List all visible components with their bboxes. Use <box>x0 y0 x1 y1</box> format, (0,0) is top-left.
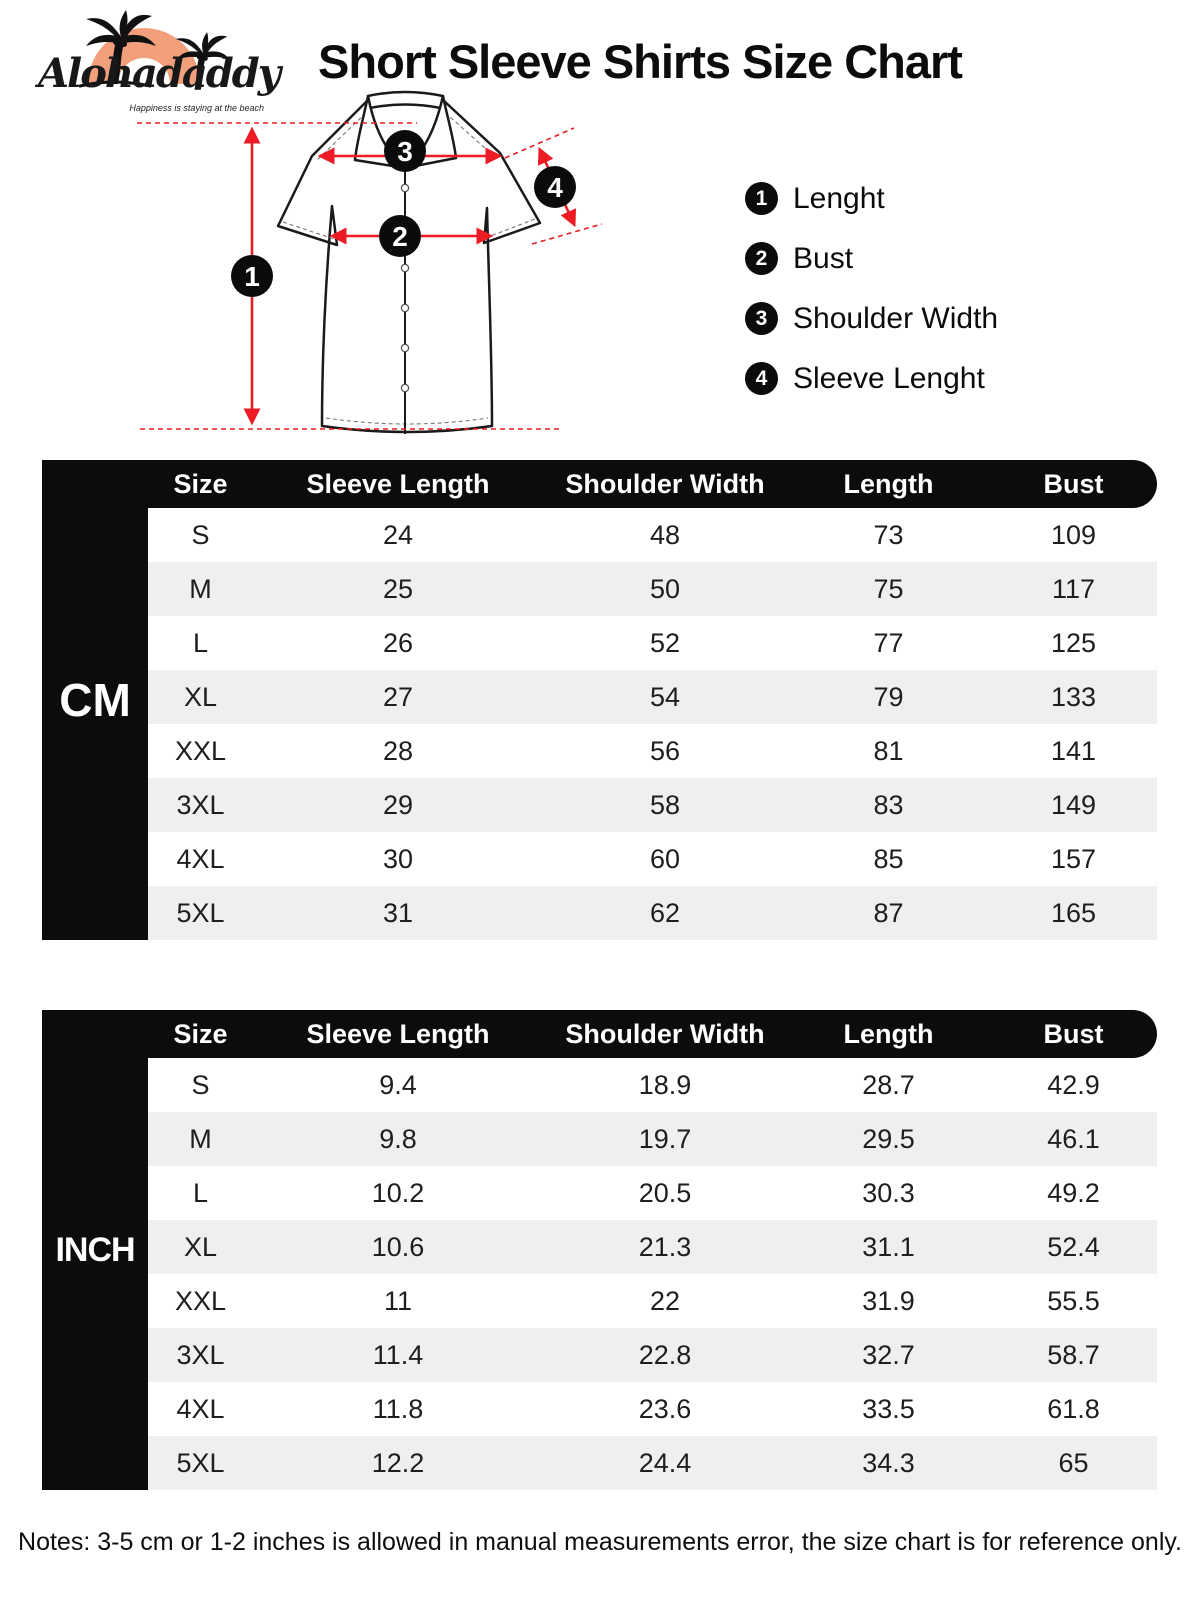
marker-1 <box>231 255 273 297</box>
table-row: L 10.2 20.5 30.3 49.2 <box>148 1166 1157 1220</box>
table-row: 5XL 31 62 87 165 <box>148 886 1157 940</box>
table-header: Size Sleeve Length Shoulder Width Length Bust <box>42 1010 1157 1058</box>
legend-item-length: 1 Lenght <box>745 182 998 215</box>
measurement-legend <box>745 182 998 422</box>
inch-size-table <box>42 1010 1157 1490</box>
page-title: Short Sleeve Shirts Size Chart <box>318 35 962 88</box>
marker-2 <box>379 215 421 257</box>
cm-size-table <box>42 460 1157 940</box>
table-row: M 9.8 19.7 29.5 46.1 <box>148 1112 1157 1166</box>
number-4-icon: 4 <box>745 362 778 395</box>
marker-4 <box>534 166 576 208</box>
table-row: XL 10.6 21.3 31.1 52.4 <box>148 1220 1157 1274</box>
svg-text:2: 2 <box>392 221 408 252</box>
table-row: 4XL 11.8 23.6 33.5 61.8 <box>148 1382 1157 1436</box>
unit-label-inch: INCH <box>42 1010 148 1490</box>
number-1-icon: 1 <box>745 182 778 215</box>
notes-text: Notes: 3-5 cm or 1-2 inches is allowed in manual measurements error, the size chart is for reference only. <box>18 1528 1182 1556</box>
shirt-measurement-diagram <box>125 88 605 448</box>
number-2-icon: 2 <box>745 242 778 275</box>
brand-name: Alohadaddy <box>38 50 279 97</box>
table-row: 3XL 29 58 83 149 <box>148 778 1157 832</box>
marker-3 <box>384 130 426 172</box>
table-header: Size Sleeve Length Shoulder Width Length Bust <box>42 460 1157 508</box>
table-row: XL 27 54 79 133 <box>148 670 1157 724</box>
table-row: S 9.4 18.9 28.7 42.9 <box>148 1058 1157 1112</box>
svg-text:3: 3 <box>397 136 413 167</box>
svg-text:4: 4 <box>547 172 563 203</box>
legend-item-sleeve-length: 4 Sleeve Lenght <box>745 362 998 395</box>
table-row: L 26 52 77 125 <box>148 616 1157 670</box>
legend-item-shoulder-width: 3 Shoulder Width <box>745 302 998 335</box>
table-row: 4XL 30 60 85 157 <box>148 832 1157 886</box>
table-row: XXL 28 56 81 141 <box>148 724 1157 778</box>
table-row: S 24 48 73 109 <box>148 508 1157 562</box>
table-row: 3XL 11.4 22.8 32.7 58.7 <box>148 1328 1157 1382</box>
svg-text:1: 1 <box>244 261 260 292</box>
table-row: XXL 11 22 31.9 55.5 <box>148 1274 1157 1328</box>
unit-label-cm: CM <box>42 460 148 940</box>
number-3-icon: 3 <box>745 302 778 335</box>
legend-item-bust: 2 Bust <box>745 242 998 275</box>
table-row: M 25 50 75 117 <box>148 562 1157 616</box>
brand-tagline: Happiness is staying at the beach <box>129 103 264 113</box>
table-row: 5XL 12.2 24.4 34.3 65 <box>148 1436 1157 1490</box>
